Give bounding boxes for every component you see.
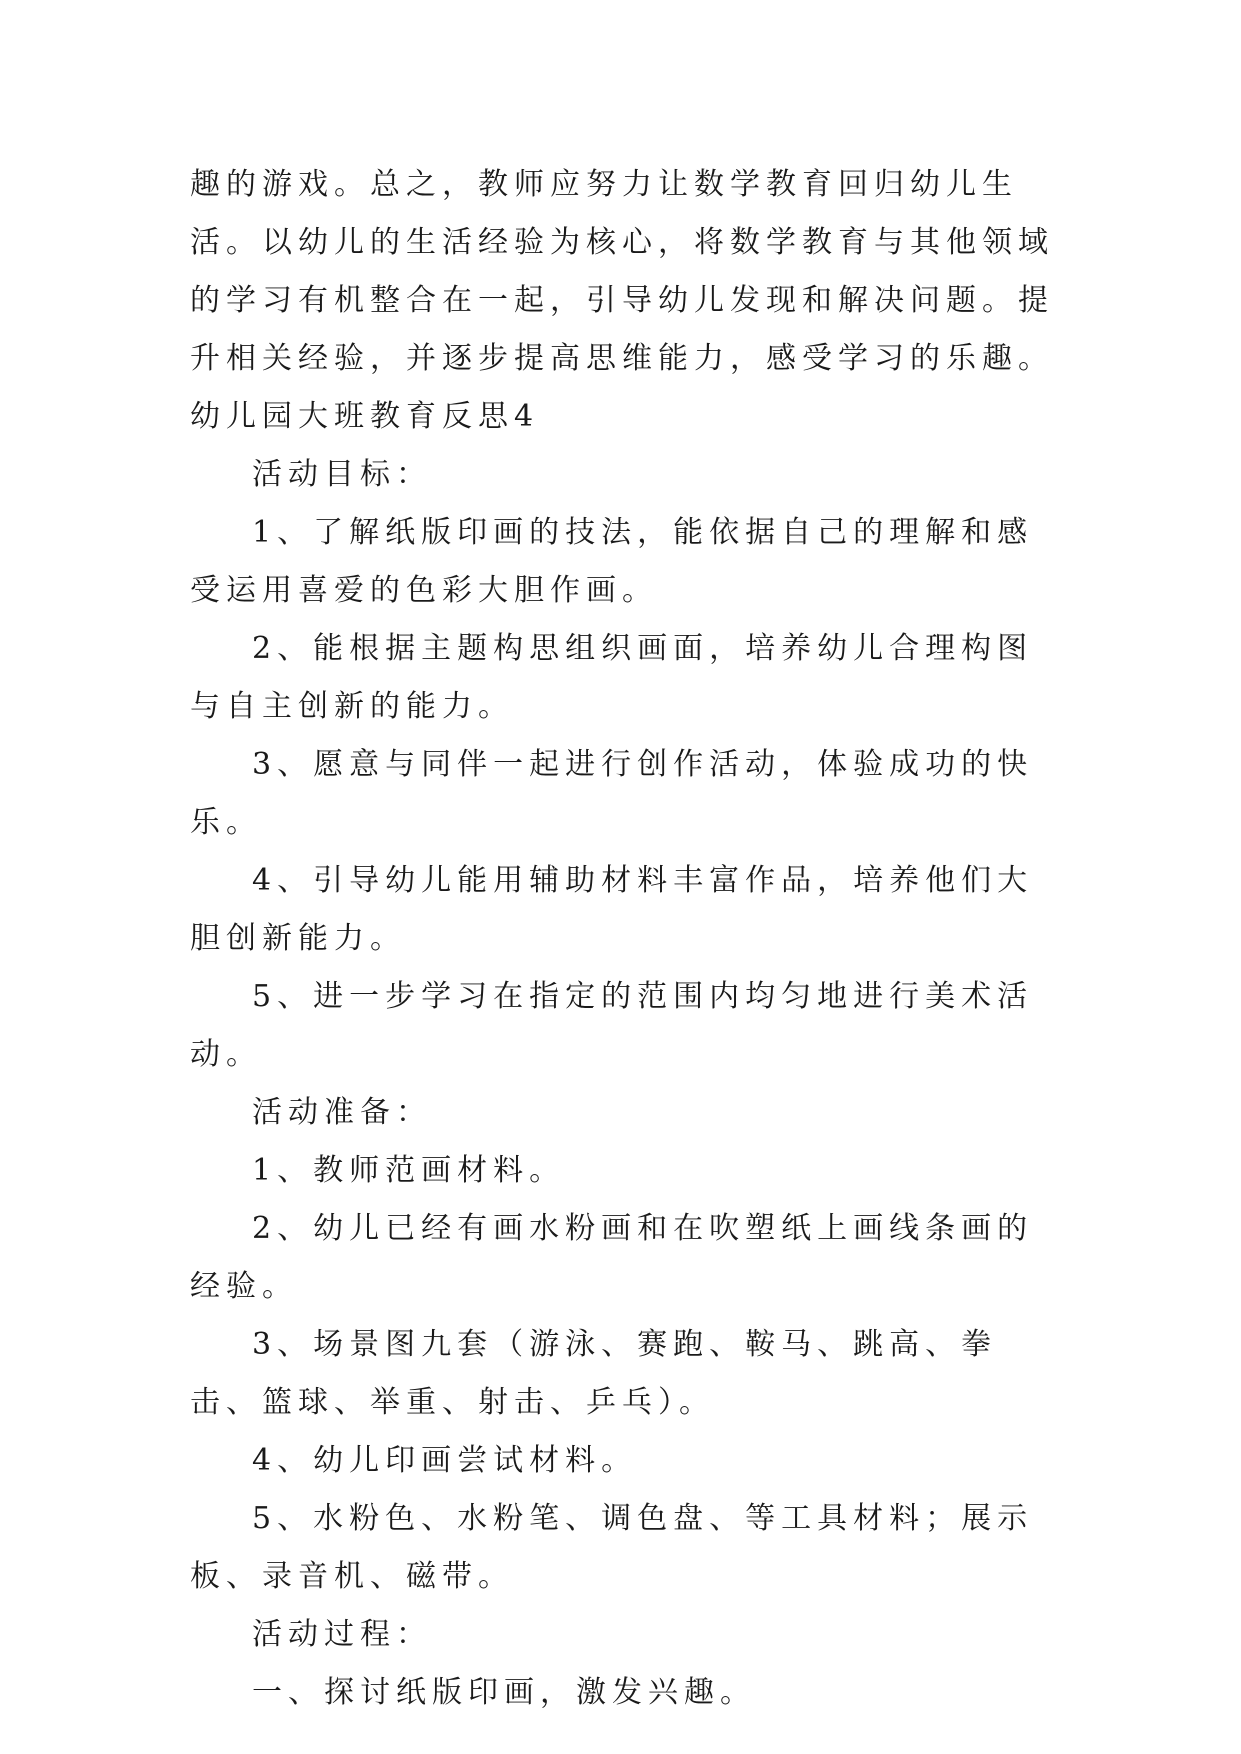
goal-item-4: 4、引导幼儿能用辅助材料丰富作品，培养他们大胆创新能力。 xyxy=(190,863,1034,956)
prep-item-1: 1、教师范画材料。 xyxy=(252,1153,566,1188)
process-step-1: 一、探讨纸版印画，激发兴趣。 xyxy=(252,1675,756,1710)
section-heading: 幼儿园大班教育反思4 xyxy=(190,399,540,434)
activity-prep-label: 活动准备： xyxy=(252,1095,432,1130)
activity-process-label: 活动过程： xyxy=(252,1617,432,1652)
prep-item-5: 5、水粉色、水粉笔、调色盘、等工具材料；展示板、录音机、磁带。 xyxy=(190,1501,1034,1594)
goal-item-5: 5、进一步学习在指定的范围内均匀地进行美术活动。 xyxy=(190,979,1034,1072)
goal-item-3: 3、愿意与同伴一起进行创作活动，体验成功的快乐。 xyxy=(190,747,1034,840)
prep-item-4: 4、幼儿印画尝试材料。 xyxy=(252,1443,638,1478)
goal-item-1: 1、了解纸版印画的技法，能依据自己的理解和感受运用喜爱的色彩大胆作画。 xyxy=(190,515,1034,608)
paragraph-continuation: 趣的游戏。总之，教师应努力让数学教育回归幼儿生活。以幼儿的生活经验为核心，将数学教育与其他领域的学习有机整合在一起，引导幼儿发现和解决问题。提升相关经验，并逐步提高思维能力，感受学习的乐趣。 xyxy=(190,167,1054,376)
prep-item-3: 3、场景图九套（游泳、赛跑、鞍马、跳高、拳击、篮球、举重、射击、乒乓）。 xyxy=(190,1327,998,1420)
goal-item-2: 2、能根据主题构思组织画面，培养幼儿合理构图与自主创新的能力。 xyxy=(190,631,1034,724)
prep-item-2: 2、幼儿已经有画水粉画和在吹塑纸上画线条画的经验。 xyxy=(190,1211,1034,1304)
activity-goals-label: 活动目标： xyxy=(252,457,432,492)
document-body xyxy=(190,156,1060,1722)
